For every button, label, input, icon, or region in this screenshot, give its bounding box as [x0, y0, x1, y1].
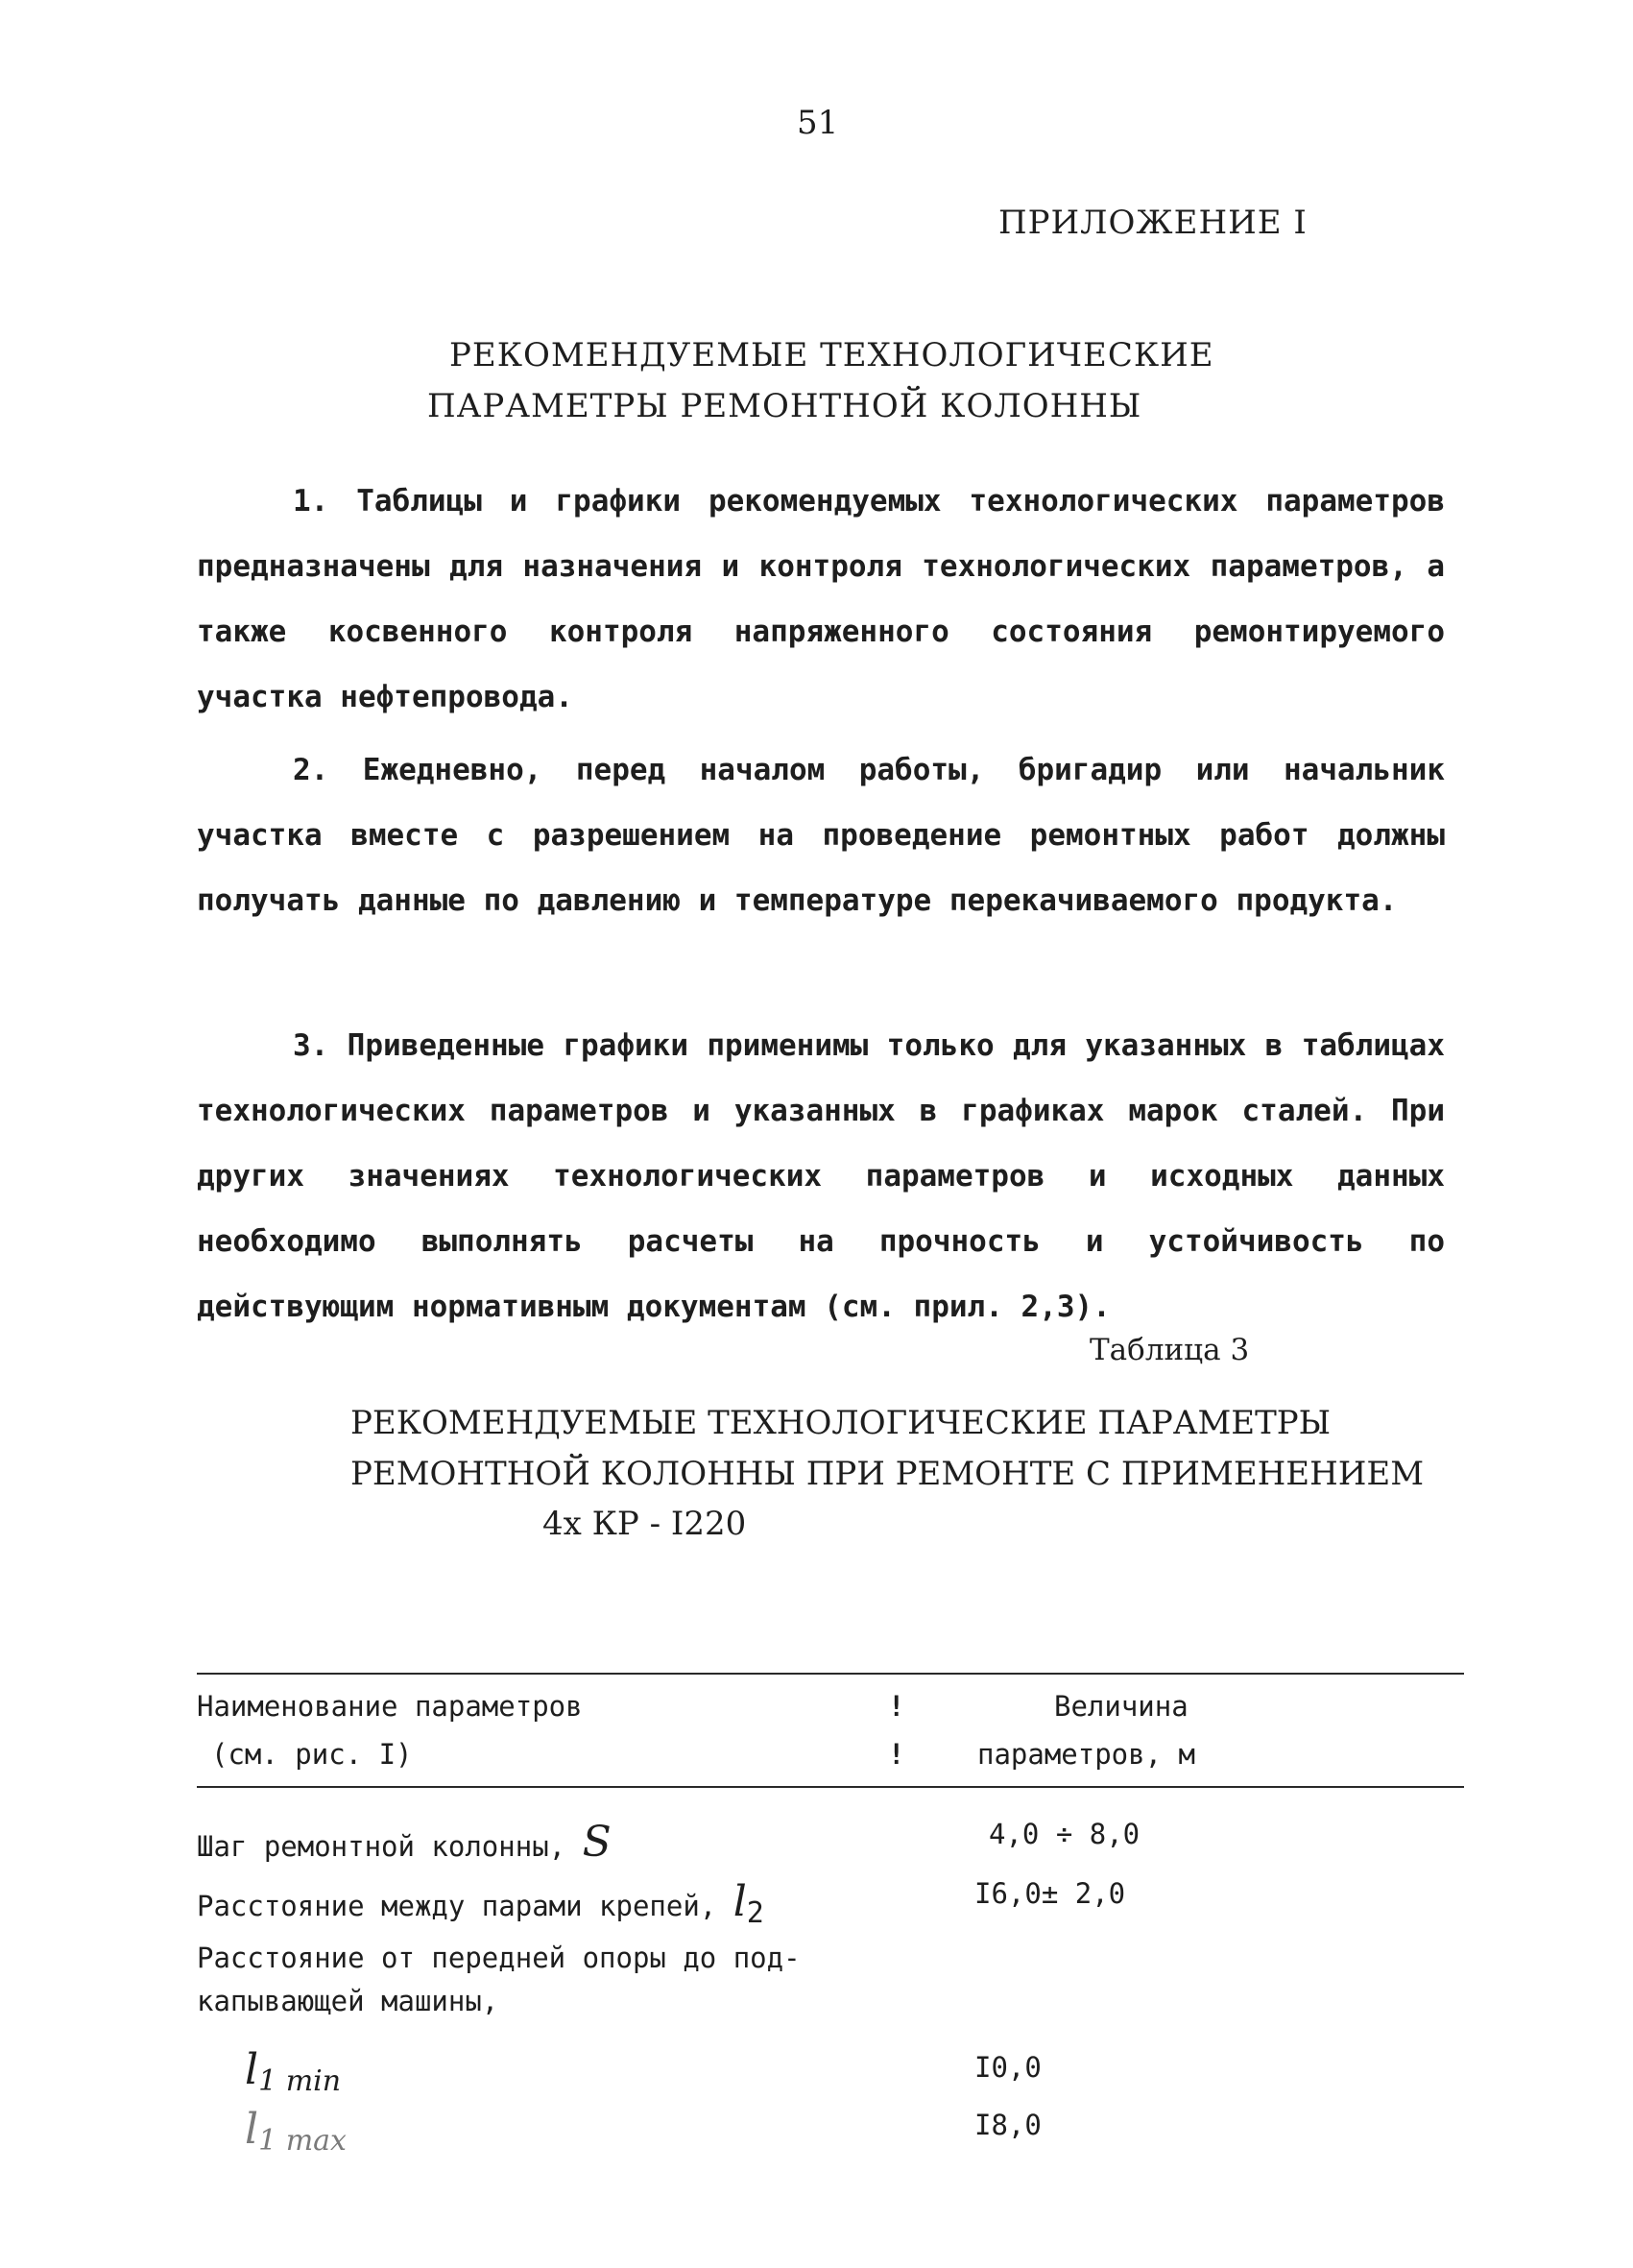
header-col1-line2: (см. рис. I): [211, 1738, 413, 1771]
row4-symbol: l: [245, 2045, 259, 2094]
paragraph-2-text: 2. Ежедневно, перед началом работы, бригадир или начальник участка вместе с разрешением на проведение ремонтных работ должны получать данные по давлению и температуре перекачиваемого продукта.: [197, 753, 1445, 918]
paragraph-1-text: 1. Таблицы и графики рекомендуемых технологических параметров предназначены для назначения и контроля технологических параметров, а также косвенного контроля напряженного состояния ремонтируемого участка нефтепровода.: [197, 484, 1445, 714]
table-header-rule: [197, 1786, 1464, 1788]
paragraph-1: [197, 469, 1445, 730]
row5-symbol: l: [245, 2105, 259, 2154]
row2-symbol-sub: 2: [746, 1895, 764, 1930]
main-title-line1: РЕКОМЕНДУЕМЫЕ ТЕХНОЛОГИЧЕСКИЕ: [449, 336, 1214, 374]
header-col2-line1: Величина: [1054, 1690, 1189, 1723]
row2-symbol: l: [732, 1877, 747, 1926]
appendix-label: ПРИЛОЖЕНИЕ I: [998, 204, 1308, 242]
table-row: [245, 2045, 341, 2098]
row1-symbol: S: [582, 1818, 612, 1867]
page-number: 51: [797, 104, 839, 142]
table-title-line1: РЕКОМЕНДУЕМЫЕ ТЕХНОЛОГИЧЕСКИЕ ПАРАМЕТРЫ: [350, 1404, 1332, 1442]
row5-symbol-sub: 1 max: [258, 2123, 347, 2158]
header-separator-2: !: [888, 1738, 905, 1771]
row5-value: I8,0: [974, 2109, 1042, 2141]
row2-value: I6,0± 2,0: [974, 1877, 1126, 1910]
header-separator-1: !: [888, 1690, 905, 1723]
table-title-line3: 4х КР - I220: [542, 1505, 747, 1543]
table-top-rule: [197, 1673, 1464, 1675]
row1-value: 4,0 ÷ 8,0: [989, 1818, 1141, 1850]
row3-name-line1: Расстояние от передней опоры до под-: [197, 1942, 801, 1974]
header-col1-line1: Наименование параметров: [197, 1690, 583, 1723]
row1-name: Шаг ремонтной колонны,: [197, 1830, 566, 1863]
row4-symbol-sub: 1 min: [258, 2063, 342, 2098]
paragraph-2: [197, 737, 1445, 933]
table-title-line2: РЕМОНТНОЙ КОЛОННЫ ПРИ РЕМОНТЕ С ПРИМЕНЕНИЕМ: [350, 1455, 1425, 1493]
table-label: Таблица 3: [1090, 1333, 1250, 1367]
paragraph-3: [197, 1013, 1445, 1339]
paragraph-3-text: 3. Приведенные графики применимы только для указанных в таблицах технологических параметров и указанных в графиках марок сталей. При других значениях технологических параметров и исходных данных необходимо выполнять расчеты на прочность и устойчивость по действующим нормативным документам (см. прил. 2,3).: [197, 1028, 1445, 1324]
table-row: [197, 1877, 764, 1930]
table-row: [197, 1818, 612, 1867]
table-row: [245, 2105, 347, 2158]
header-col2-line2: параметров, м: [977, 1738, 1195, 1771]
row4-value: I0,0: [974, 2051, 1042, 2084]
main-title-line2: ПАРАМЕТРЫ РЕМОНТНОЙ КОЛОННЫ: [427, 387, 1142, 425]
row2-name: Расстояние между парами крепей,: [197, 1890, 717, 1922]
row3-name-line2: капывающей машины,: [197, 1985, 499, 2017]
